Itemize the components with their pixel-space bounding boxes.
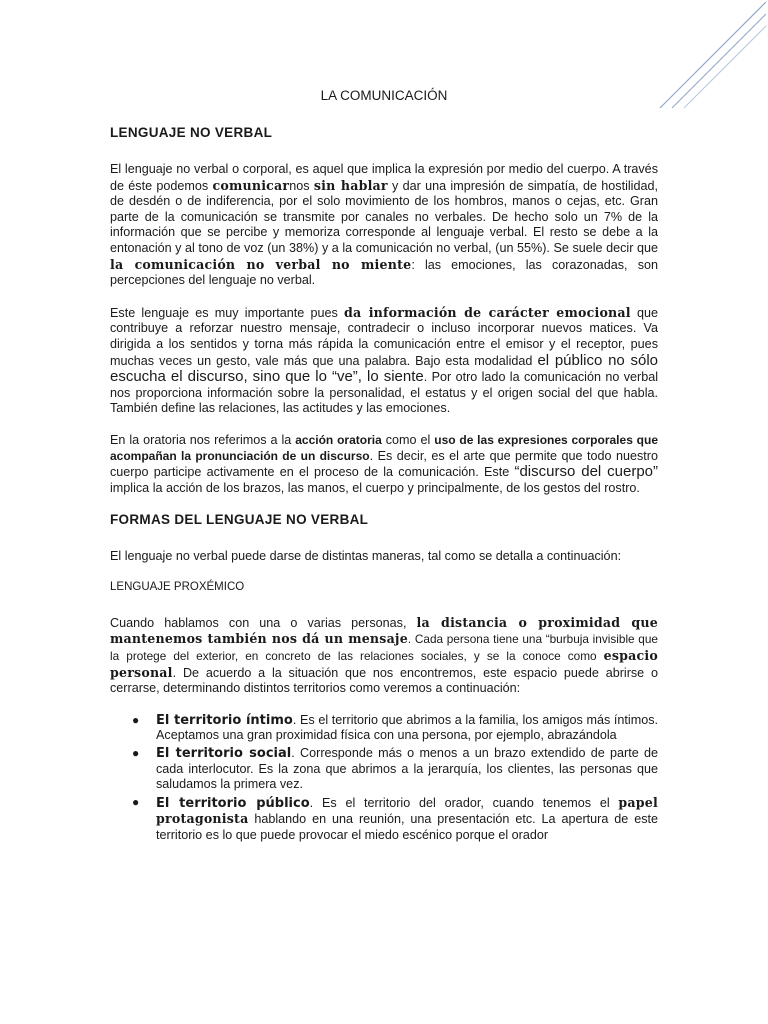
document-page — [110, 88, 658, 846]
bullet-icon: ● — [132, 746, 140, 761]
document-title: LA COMUNICACIÓN — [320, 88, 448, 103]
list-item-territorio-intimo: ● El territorio íntimo. Es el territorio que abrimos a la familia, los amigos más íntimos. Aceptamos una gran proximidad física con una persona, por ejemplo, abrazándola — [132, 712, 658, 743]
paragraph-proxemico: Cuando hablamos con una o varias personas, la distancia o proximidad que mantenemos también nos dá un mensaje. Cada persona tiene una “burbuja invisible que la protege del exterior, en concreto de las relaciones sociales, y se la conoce como espacio personal. De acuerdo a la situación que nos encontremos, este espacio puede abrirse o cerrarse, determinando distintos territorios como veremos a continuación: — [110, 614, 658, 696]
section-heading-lenguaje-no-verbal: LENGUAJE NO VERBAL — [110, 125, 273, 140]
corner-decoration — [658, 0, 768, 110]
subheading-proxemico: LENGUAJE PROXÉMICO — [110, 580, 245, 593]
paragraph-oratoria: En la oratoria nos referimos a la acción oratoria como el uso de las expresiones corporales que acompañan la pronunciación de un discurso. Es decir, es el arte que permite que todo nuestro cuerpo participe activamente en el proceso de la comunicación. Este “discurso del cuerpo” implica la acción de los brazos, las manos, el cuerpo y principalmente, de los gestos del rostro. — [110, 432, 659, 495]
list-item-territorio-publico: ● El territorio público. Es el territorio del orador, cuando tenemos el papel protagonista hablando en una reunión, una presentación etc. La apertura de este territorio es lo que puede provocar el miedo escénico porque el orador — [132, 794, 658, 842]
bullet-icon: ● — [132, 712, 140, 727]
territory-list — [110, 713, 658, 844]
list-item-territorio-social: ● El territorio social. Corresponde más o menos a un brazo extendido de parte de cada interlocutor. Es la zona que abrimos a la jerarquía, los clientes, las personas que saludamos la primera vez. — [132, 746, 658, 792]
paragraph-importance: Este lenguaje es muy importante pues da información de carácter emocional que contribuye a reforzar nuestro mensaje, contradecir o incluso incorporar nuevos matices. Va dirigida a los sentidos y torna más rápida la comunicación entre el emisor y el receptor, pues muchas veces un gesto, vale más que una palabra. Bajo esta modalidad el público no sólo escucha el discurso, sino que lo “ve”, lo siente. Por otro lado la comunicación no verbal nos proporciona información sobre la personalidad, el estatus y el origen social del que habla. También define las relaciones, las actitudes y las emociones. — [110, 304, 659, 416]
paragraph-intro: El lenguaje no verbal o corporal, es aquel que implica la expresión por medio del cuerpo. A través de éste podemos comunicarnos sin hablar y dar una impresión de simpatía, de hostilidad, de desdén o de indiferencia, por el solo movimiento de los hombros, manos o cejas, etc. Gran parte de la comunicación se transmite por canales no verbales. De hecho solo un 7% de la información que se percibe y memoriza corresponde al lenguaje verbal. El resto se debe a la entonación y al tono de voz (un 38%) y a la comunicación no verbal, (un 55%). Se suele decir que la comunicación no verbal no miente: las emociones, las corazonadas, son percepciones del lenguaje no verbal. — [110, 162, 658, 288]
bullet-icon: ● — [132, 794, 140, 809]
paragraph-formas-intro: El lenguaje no verbal puede darse de distintas maneras, tal como se detalla a continuación: — [110, 549, 622, 564]
section-heading-formas: FORMAS DEL LENGUAJE NO VERBAL — [110, 512, 369, 528]
